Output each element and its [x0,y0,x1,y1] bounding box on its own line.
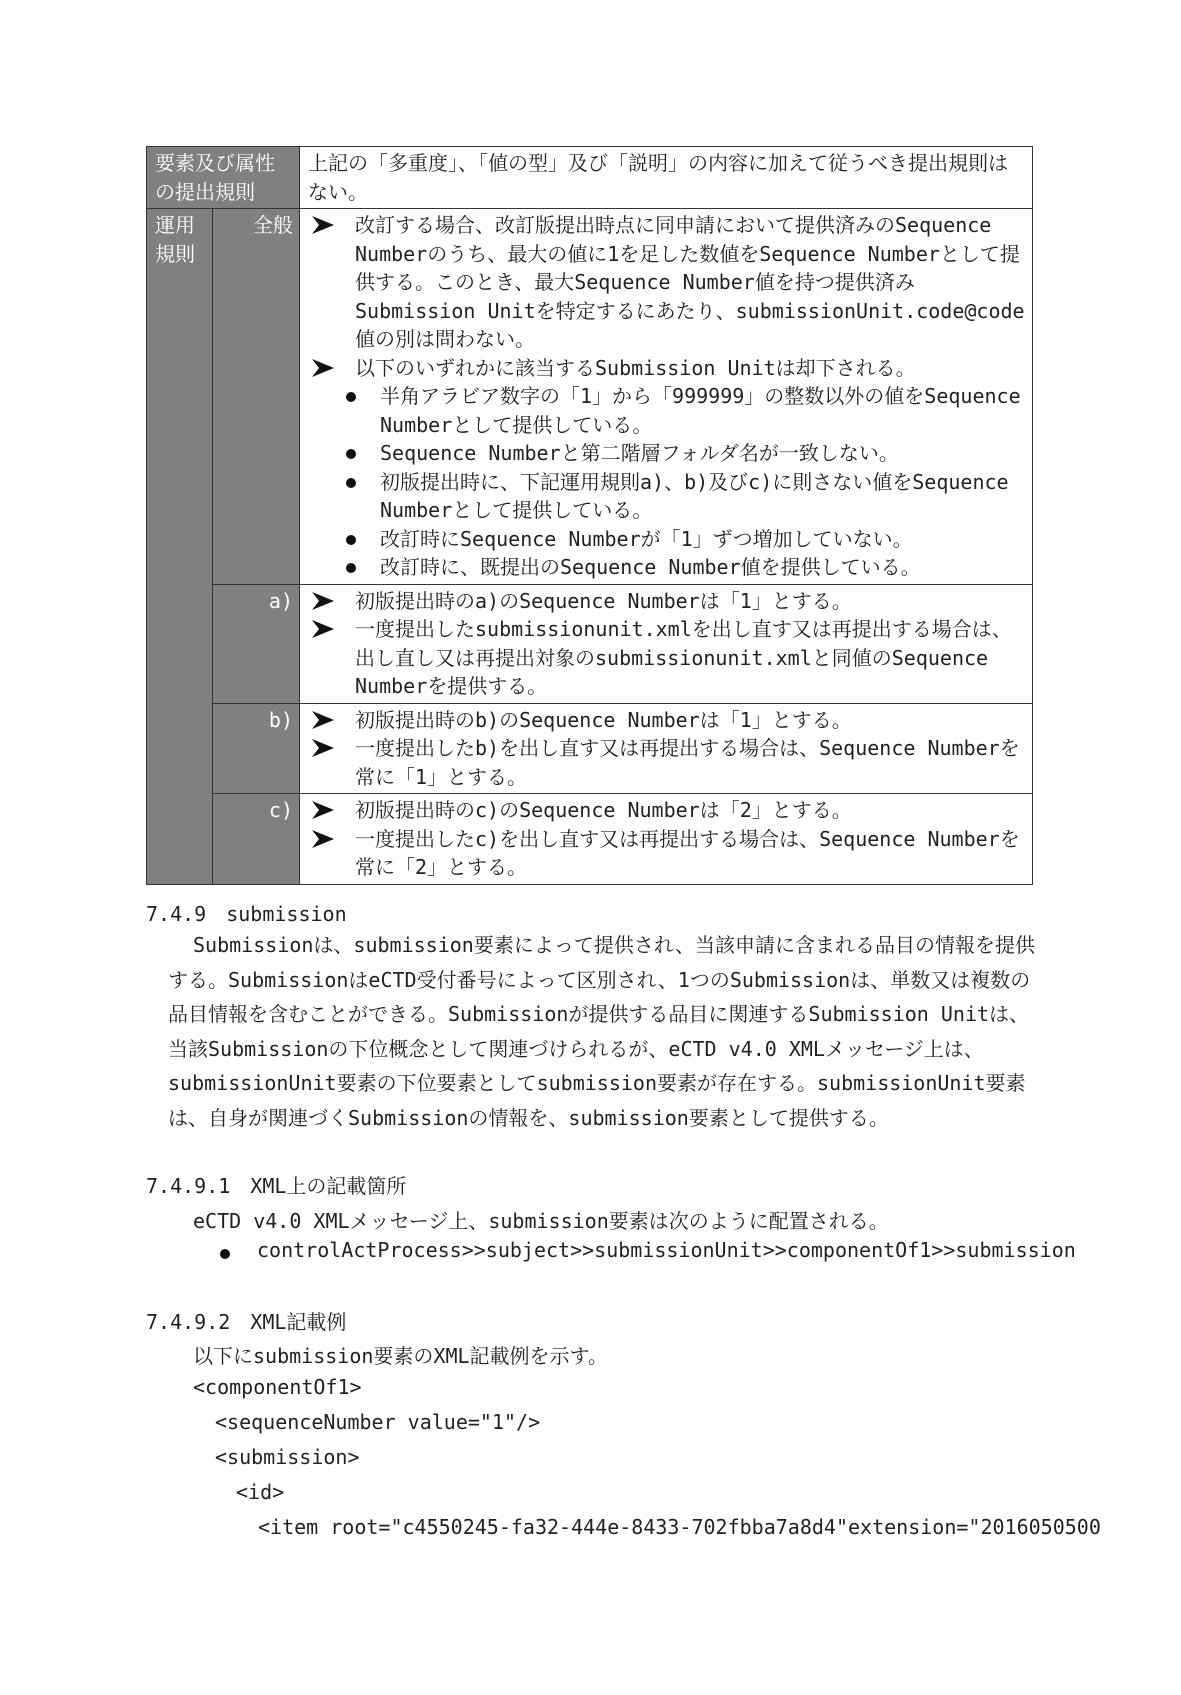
list-item: 改訂する場合、改訂版提出時点に同申請において提供済みのSequence Numberのうち、最大の値に1を足した数値をSequence Numberとして提供する。このとき、最大Sequence Number値を持つ提供済みSubmission Unitを特定するにあたり、submissionUnit.code@code値の別は問わない。 [308,211,1026,354]
code-line: <componentOf1> [193,1375,362,1399]
list-item: 初版提出時のb)のSequence Numberは「1」とする。 [308,706,1026,735]
header-cell-a: a) [213,584,300,703]
submission-rules-table [146,146,1033,885]
arrow-bullet-icon [312,216,334,234]
list-item: 一度提出したsubmissionunit.xmlを出し直す又は再提出する場合は、出し直し又は再提出対象のsubmissionunit.xmlと同値のSequence Numberを提供する。 [308,615,1026,701]
arrow-bullet-icon [312,739,334,757]
list-item: 改訂時にSequence Numberが「1」ずつ増加していない。 [308,525,1026,554]
arrow-bullet-icon [312,592,334,610]
section-heading-7-4-9: 7.4.9 submission [146,902,347,926]
body-cell-a [300,584,1033,703]
dot-bullet-icon [346,449,356,459]
arrow-bullet-icon [312,801,334,819]
xml-path-text: controlActProcess>>subject>>submissionUnit>>componentOf1>>submission [257,1238,1076,1262]
section-heading-7-4-9-2: 7.4.9.2 XML記載例 [146,1310,347,1334]
list-item: 一度提出したb)を出し直す又は再提出する場合は、Sequence Numberを常に「1」とする。 [308,734,1026,791]
list-item: 一度提出したc)を出し直す又は再提出する場合は、Sequence Numberを常に「2」とする。 [308,825,1026,882]
body-cell-element-rules: 上記の「多重度」、「値の型」及び「説明」の内容に加えて従うべき提出規則はない。 [300,147,1033,209]
body-cell-general [300,209,1033,585]
list-item: 初版提出時のc)のSequence Numberは「2」とする。 [308,796,1026,825]
section-paragraph-submission: Submissionは、submission要素によって提供され、当該申請に含まれる品目の情報を提供する。SubmissionはeCTD受付番号によって区別され、1つのSubmissionは、単数又は複数の品目情報を含むことができる。Submissionが提供する品目に関連するSubmission Unitは、当該Submissionの下位概念として関連づけられるが、eCTD v4.0 XMLメッセージ上は、submissionUnit要素の下位要素としてsubmission要素が存在する。submissionUnit要素は、自身が関連づくSubmissionの情報を、submission要素として提供する。 [168,933,1036,1130]
header-cell-operation-rules: 運用規則 [147,209,213,885]
body-cell-c [300,794,1033,885]
code-line: <item root="c4550245-fa32-444e-8433-702fbba7a8d4"extension="2016050500 [258,1515,1101,1539]
arrow-bullet-icon [312,830,334,848]
dot-bullet-icon [346,478,356,488]
section-text-xml-example: 以下にsubmission要素のXML記載例を示す。 [193,1344,608,1368]
table-row-c [147,794,1033,885]
dot-bullet-icon [346,563,356,573]
arrow-bullet-icon [312,620,334,638]
table-row-b [147,703,1033,794]
code-line: <submission> [215,1445,360,1469]
dot-bullet-icon [346,535,356,545]
header-cell-b: b) [213,703,300,794]
body-cell-b [300,703,1033,794]
list-item: 初版提出時に、下記運用規則a)、b)及びc)に則さない値をSequence Numberとして提供している。 [308,468,1026,525]
list-item: 改訂時に、既提出のSequence Number値を提供している。 [308,553,1026,582]
list-item: 以下のいずれかに該当するSubmission Unitは却下される。 [308,354,1026,383]
dot-bullet-icon [220,1249,230,1259]
list-item: Sequence Numberと第二階層フォルダ名が一致しない。 [308,439,1026,468]
arrow-bullet-icon [312,711,334,729]
section-heading-7-4-9-1: 7.4.9.1 XML上の記載箇所 [146,1174,407,1198]
list-item: 半角アラビア数字の「1」から「999999」の整数以外の値をSequence Numberとして提供している。 [308,382,1026,439]
table-row-a [147,584,1033,703]
dot-bullet-icon [346,392,356,402]
header-cell-element-rules: 要素及び属性の提出規則 [147,147,300,209]
table-row-general-rule [147,147,1033,209]
code-line: <sequenceNumber value="1"/> [215,1410,541,1434]
code-line: <id> [236,1480,285,1504]
section-text-xml-location: eCTD v4.0 XMLメッセージ上、submission要素は次のように配置される。 [193,1209,889,1233]
table-row-general [147,209,1033,585]
arrow-bullet-icon [312,359,334,377]
list-item: 初版提出時のa)のSequence Numberは「1」とする。 [308,587,1026,616]
header-cell-general: 全般 [213,209,300,585]
header-cell-c: c) [213,794,300,885]
